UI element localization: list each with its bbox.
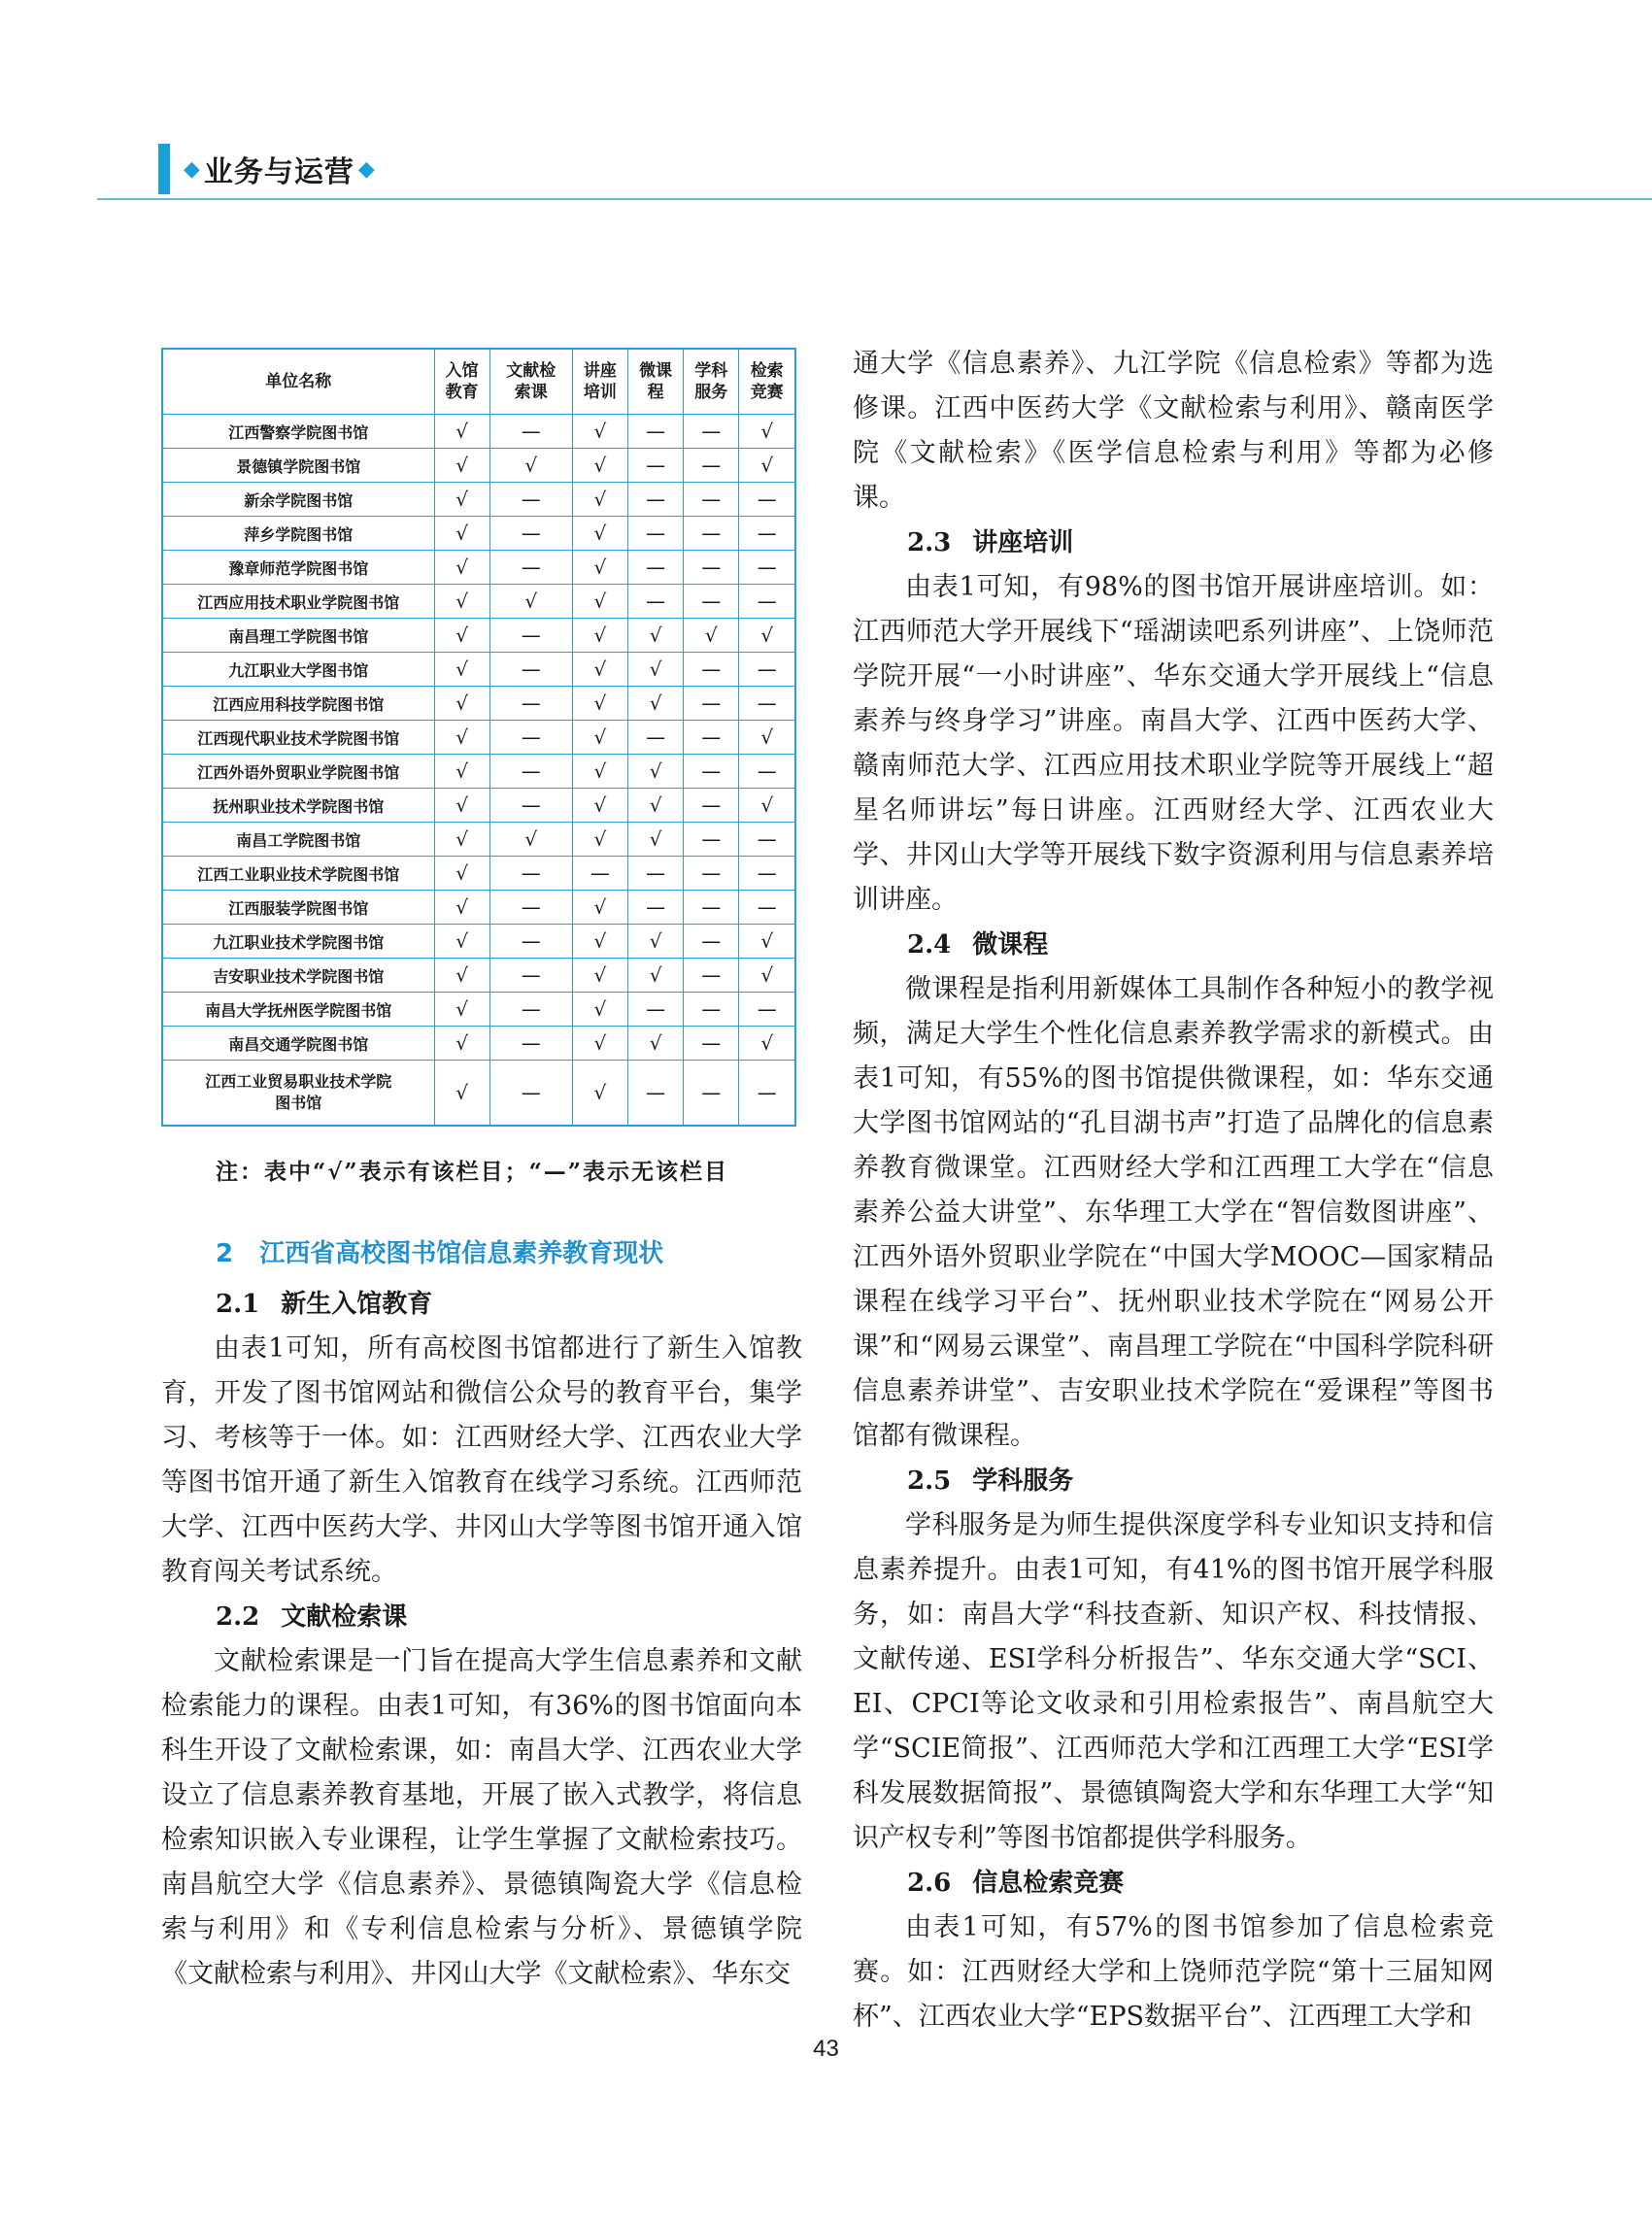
mark-cell: √ <box>572 789 627 823</box>
mark-cell: — <box>684 959 739 993</box>
header-cell <box>627 349 683 415</box>
mark-cell: — <box>684 415 739 449</box>
mark-cell: — <box>627 415 683 449</box>
subsection-heading <box>853 521 1494 565</box>
mark-cell: √ <box>434 1061 489 1127</box>
header-text: 竞赛 <box>750 383 784 402</box>
subsection-heading <box>853 1861 1494 1905</box>
mark-cell: √ <box>572 721 627 755</box>
mark-cell: √ <box>434 993 489 1027</box>
mark-cell: √ <box>434 483 489 517</box>
mark-cell: — <box>489 517 572 551</box>
mark-cell: √ <box>739 721 795 755</box>
unit-name-cell: 九江职业大学图书馆 <box>162 653 434 687</box>
mark-cell: √ <box>739 789 795 823</box>
mark-cell: — <box>684 857 739 891</box>
mark-cell: — <box>489 551 572 585</box>
services-table <box>161 348 796 1127</box>
mark-cell: — <box>684 823 739 857</box>
unit-name-cell: 景德镇学院图书馆 <box>162 449 434 483</box>
right-column <box>853 342 1494 2040</box>
mark-cell: — <box>739 517 795 551</box>
subsection-number: 2.6 <box>907 1869 952 1898</box>
header-text: 检索 <box>750 361 784 381</box>
mark-cell: √ <box>572 959 627 993</box>
subsection-number: 2.1 <box>216 1290 260 1319</box>
table-row <box>162 415 795 449</box>
header-text: 入馆 <box>445 361 479 381</box>
header-text: 学科 <box>694 361 728 381</box>
mark-cell: √ <box>572 585 627 619</box>
mark-cell: √ <box>572 823 627 857</box>
mark-cell: — <box>627 551 683 585</box>
table-body <box>162 415 795 1127</box>
table-row <box>162 789 795 823</box>
mark-cell: — <box>684 585 739 619</box>
unit-name-cell: 江西应用技术职业学院图书馆 <box>162 585 434 619</box>
mark-cell: √ <box>627 755 683 789</box>
table-row <box>162 925 795 959</box>
section-title: 江西省高校图书馆信息素养教育现状 <box>259 1239 664 1268</box>
mark-cell: √ <box>572 1027 627 1061</box>
mark-cell: — <box>489 1027 572 1061</box>
subsection-number: 2.3 <box>907 528 952 557</box>
subsection-number: 2.4 <box>907 930 952 960</box>
mark-cell: √ <box>627 823 683 857</box>
mark-cell: √ <box>434 959 489 993</box>
mark-cell: √ <box>434 517 489 551</box>
mark-cell: √ <box>434 585 489 619</box>
unit-name-cell: 江西警察学院图书馆 <box>162 415 434 449</box>
unit-name-cell: 江西工业职业技术学院图书馆 <box>162 857 434 891</box>
mark-cell: √ <box>572 483 627 517</box>
mark-cell: √ <box>572 993 627 1027</box>
mark-cell: — <box>489 619 572 653</box>
unit-name-text: 图书馆 <box>275 1094 322 1112</box>
mark-cell: √ <box>627 925 683 959</box>
subsection-number: 2.5 <box>907 1466 952 1496</box>
mark-cell: — <box>489 993 572 1027</box>
subsection-title: 学科服务 <box>972 1466 1074 1496</box>
mark-cell: √ <box>489 823 572 857</box>
table-row <box>162 653 795 687</box>
unit-name-cell <box>162 1061 434 1127</box>
header-cell <box>572 349 627 415</box>
mark-cell: √ <box>627 619 683 653</box>
mark-cell: √ <box>572 517 627 551</box>
mark-cell: — <box>489 687 572 721</box>
header-rule <box>97 198 1652 200</box>
mark-cell: — <box>489 1061 572 1127</box>
paragraph: 学科服务是为师生提供深度学科专业知识支持和信息素养提升。由表1可知，有41%的图书馆开展学科服务，如：南昌大学“科技查新、知识产权、科技情报、文献传递、ESI学科分析报告”、华东交通大学“SCI、EI、CPCI等论文收录和引用检索报告”、南昌航空大学“SCIE简报”、江西师范大学和江西理工大学“ESI学科发展数据简报”、景德镇陶瓷大学和东华理工大学“知识产权专利”等图书馆都提供学科服务。 <box>853 1510 1494 1853</box>
table-note: 注：表中“√”表示有该栏目；“—”表示无该栏目 <box>216 1159 729 1185</box>
table-header-row <box>162 349 795 415</box>
mark-cell: — <box>627 1061 683 1127</box>
mark-cell: — <box>739 857 795 891</box>
mark-cell: — <box>684 891 739 925</box>
mark-cell: √ <box>489 449 572 483</box>
page-number: 43 <box>813 2036 839 2062</box>
subsection-title: 讲座培训 <box>972 528 1074 557</box>
section-number: 2 <box>216 1239 234 1268</box>
subsection-heading <box>853 1459 1494 1503</box>
mark-cell: √ <box>572 925 627 959</box>
mark-cell: — <box>684 483 739 517</box>
header-text: 索课 <box>514 383 548 402</box>
unit-name-text: 江西工业贸易职业技术学院 <box>205 1072 392 1091</box>
subsection-heading <box>161 1595 802 1639</box>
unit-name-cell: 新余学院图书馆 <box>162 483 434 517</box>
mark-cell: √ <box>572 449 627 483</box>
mark-cell: — <box>627 721 683 755</box>
table-row <box>162 823 795 857</box>
mark-cell: — <box>739 755 795 789</box>
header-cell <box>684 349 739 415</box>
mark-cell: — <box>489 891 572 925</box>
mark-cell: — <box>627 891 683 925</box>
header-title: 业务与运营 <box>203 155 354 189</box>
diamond-icon: ◆ <box>357 156 375 182</box>
mark-cell: — <box>489 483 572 517</box>
mark-cell: — <box>739 687 795 721</box>
header-accent-bar <box>158 144 170 194</box>
subsection-heading <box>853 923 1494 967</box>
mark-cell: — <box>489 789 572 823</box>
table-row <box>162 517 795 551</box>
mark-cell: √ <box>572 687 627 721</box>
mark-cell: √ <box>434 1027 489 1061</box>
mark-cell: — <box>739 653 795 687</box>
unit-name-cell: 江西现代职业技术学院图书馆 <box>162 721 434 755</box>
header-text: 程 <box>647 383 664 402</box>
mark-cell: — <box>627 449 683 483</box>
table-row <box>162 551 795 585</box>
header-text: 微课 <box>639 361 673 381</box>
paragraph: 通大学《信息素养》、九江学院《信息检索》等都为选修课。江西中医药大学《文献检索与利用》、赣南医学院《文献检索》《医学信息检索与利用》等都为必修课。 <box>853 349 1494 513</box>
mark-cell: √ <box>739 415 795 449</box>
mark-cell: — <box>489 721 572 755</box>
mark-cell: — <box>739 823 795 857</box>
mark-cell: √ <box>572 551 627 585</box>
mark-cell: — <box>684 687 739 721</box>
mark-cell: √ <box>739 449 795 483</box>
mark-cell: — <box>684 517 739 551</box>
mark-cell: — <box>489 755 572 789</box>
left-column <box>161 1231 802 1997</box>
mark-cell: — <box>627 857 683 891</box>
mark-cell: √ <box>434 891 489 925</box>
mark-cell: √ <box>434 449 489 483</box>
mark-cell: — <box>739 993 795 1027</box>
paragraph: 由表1可知，有98%的图书馆开展讲座培训。如：江西师范大学开展线下“瑶湖读吧系列讲座”、上饶师范学院开展“一小时讲座”、华东交通大学开展线上“信息素养与终身学习”讲座。南昌大学、江西中医药大学、赣南师范大学、江西应用技术职业学院等开展线上“超星名师讲坛”每日讲座。江西财经大学、江西农业大学、井冈山大学等开展线下数字资源利用与信息素养培训讲座。 <box>853 572 1494 915</box>
mark-cell: √ <box>434 857 489 891</box>
table-row <box>162 993 795 1027</box>
mark-cell: √ <box>434 755 489 789</box>
unit-name-cell: 豫章师范学院图书馆 <box>162 551 434 585</box>
unit-name-cell: 吉安职业技术学院图书馆 <box>162 959 434 993</box>
subsection-title: 信息检索竞赛 <box>972 1869 1125 1898</box>
mark-cell: — <box>684 789 739 823</box>
unit-name-cell: 萍乡学院图书馆 <box>162 517 434 551</box>
mark-cell: — <box>684 449 739 483</box>
mark-cell: √ <box>434 619 489 653</box>
mark-cell: √ <box>572 653 627 687</box>
mark-cell: √ <box>434 721 489 755</box>
mark-cell: √ <box>434 653 489 687</box>
mark-cell: √ <box>739 925 795 959</box>
mark-cell: √ <box>572 755 627 789</box>
mark-cell: — <box>684 1027 739 1061</box>
mark-cell: — <box>684 721 739 755</box>
mark-cell: — <box>684 925 739 959</box>
table-row <box>162 619 795 653</box>
table-row <box>162 1027 795 1061</box>
header-text: 单位名称 <box>265 372 332 391</box>
header-cell <box>489 349 572 415</box>
mark-cell: √ <box>434 823 489 857</box>
subsection-title: 微课程 <box>972 930 1049 960</box>
mark-cell: √ <box>627 959 683 993</box>
mark-cell: √ <box>627 1027 683 1061</box>
header-cell <box>434 349 489 415</box>
unit-name-cell: 九江职业技术学院图书馆 <box>162 925 434 959</box>
mark-cell: — <box>739 891 795 925</box>
mark-cell: — <box>489 959 572 993</box>
table-row <box>162 721 795 755</box>
unit-name-cell: 南昌工学院图书馆 <box>162 823 434 857</box>
mark-cell: √ <box>434 415 489 449</box>
mark-cell: √ <box>434 789 489 823</box>
mark-cell: — <box>684 755 739 789</box>
header-cell-name <box>162 349 434 415</box>
section-header <box>158 144 379 194</box>
table-row <box>162 585 795 619</box>
paragraph: 由表1可知，所有高校图书馆都进行了新生入馆教育，开发了图书馆网站和微信公众号的教育平台，集学习、考核等于一体。如：江西财经大学、江西农业大学等图书馆开通了新生入馆教育在线学习系统。江西师范大学、江西中医药大学、井冈山大学等图书馆开通入馆教育闯关考试系统。 <box>161 1333 802 1587</box>
table-row <box>162 959 795 993</box>
header-cell <box>739 349 795 415</box>
subsection-number: 2.2 <box>216 1602 260 1632</box>
mark-cell: — <box>627 517 683 551</box>
mark-cell: √ <box>434 551 489 585</box>
mark-cell: √ <box>627 687 683 721</box>
mark-cell: — <box>739 585 795 619</box>
subsection-title: 新生入馆教育 <box>281 1290 433 1319</box>
unit-name-cell: 南昌理工学院图书馆 <box>162 619 434 653</box>
header-text: 培训 <box>583 383 617 402</box>
table-row <box>162 755 795 789</box>
mark-cell: √ <box>572 891 627 925</box>
mark-cell: √ <box>572 415 627 449</box>
mark-cell: — <box>572 857 627 891</box>
mark-cell: √ <box>434 687 489 721</box>
mark-cell: — <box>684 551 739 585</box>
subsection-heading <box>161 1282 802 1327</box>
unit-name-cell: 南昌交通学院图书馆 <box>162 1027 434 1061</box>
mark-cell: — <box>627 993 683 1027</box>
mark-cell: — <box>489 925 572 959</box>
mark-cell: — <box>684 653 739 687</box>
mark-cell: — <box>489 415 572 449</box>
mark-cell: — <box>627 483 683 517</box>
paragraph: 微课程是指利用新媒体工具制作各种短小的教学视频，满足大学生个性化信息素养教学需求的新模式。由表1可知，有55%的图书馆提供微课程，如：华东交通大学图书馆网站的“孔目湖书声”打造了品牌化的信息素养教育微课堂。江西财经大学和江西理工大学在“信息素养公益大讲堂”、东华理工大学在“智信数图讲座”、江西外语外贸职业学院在“中国大学MOOC—国家精品课程在线学习平台”、抚州职业技术学院在“网易公开课”和“网易云课堂”、南昌理工学院在“中国科学院科研信息素养讲堂”、吉安职业技术学院在“爱课程”等图书馆都有微课程。 <box>853 974 1494 1451</box>
mark-cell: — <box>489 857 572 891</box>
mark-cell: √ <box>572 1061 627 1127</box>
table-row <box>162 449 795 483</box>
table-row <box>162 687 795 721</box>
mark-cell: √ <box>739 619 795 653</box>
mark-cell: — <box>627 585 683 619</box>
table-row <box>162 857 795 891</box>
unit-name-cell: 江西外语外贸职业学院图书馆 <box>162 755 434 789</box>
mark-cell: √ <box>627 789 683 823</box>
header-text: 文献检 <box>506 361 556 381</box>
header-text: 教育 <box>445 383 479 402</box>
unit-name-cell: 江西服装学院图书馆 <box>162 891 434 925</box>
subsection-title: 文献检索课 <box>281 1602 408 1632</box>
paragraph: 文献检索课是一门旨在提高大学生信息素养和文献检索能力的课程。由表1可知，有36%的图书馆面向本科生开设了文献检索课，如：南昌大学、江西农业大学设立了信息素养教育基地，开展了嵌入式教学，将信息检索知识嵌入专业课程，让学生掌握了文献检索技巧。南昌航空大学《信息素养》、景德镇陶瓷大学《信息检索与利用》和《专利信息检索与分析》、景德镇学院《文献检索与利用》、井冈山大学《文献检索》、华东交 <box>161 1646 802 1989</box>
mark-cell: √ <box>739 959 795 993</box>
table-row <box>162 1061 795 1127</box>
mark-cell: — <box>684 993 739 1027</box>
diamond-icon: ◆ <box>184 156 200 182</box>
unit-name-cell: 江西应用科技学院图书馆 <box>162 687 434 721</box>
paragraph: 由表1可知，有57%的图书馆参加了信息检索竞赛。如：江西财经大学和上饶师范学院“第十三届知网杯”、江西农业大学“EPS数据平台”、江西理工大学和 <box>853 1912 1494 2032</box>
header-text: 讲座 <box>583 361 617 381</box>
mark-cell: √ <box>627 653 683 687</box>
mark-cell: √ <box>684 619 739 653</box>
table-row <box>162 483 795 517</box>
mark-cell: — <box>739 1061 795 1127</box>
mark-cell: — <box>684 1061 739 1127</box>
header-text: 服务 <box>694 383 728 402</box>
unit-name-cell: 南昌大学抚州医学院图书馆 <box>162 993 434 1027</box>
unit-name-cell: 抚州职业技术学院图书馆 <box>162 789 434 823</box>
mark-cell: √ <box>489 585 572 619</box>
mark-cell: — <box>739 483 795 517</box>
section-heading <box>161 1231 802 1276</box>
table-row <box>162 891 795 925</box>
mark-cell: √ <box>572 619 627 653</box>
mark-cell: √ <box>434 925 489 959</box>
mark-cell: — <box>739 551 795 585</box>
mark-cell: — <box>489 653 572 687</box>
mark-cell: √ <box>739 1027 795 1061</box>
